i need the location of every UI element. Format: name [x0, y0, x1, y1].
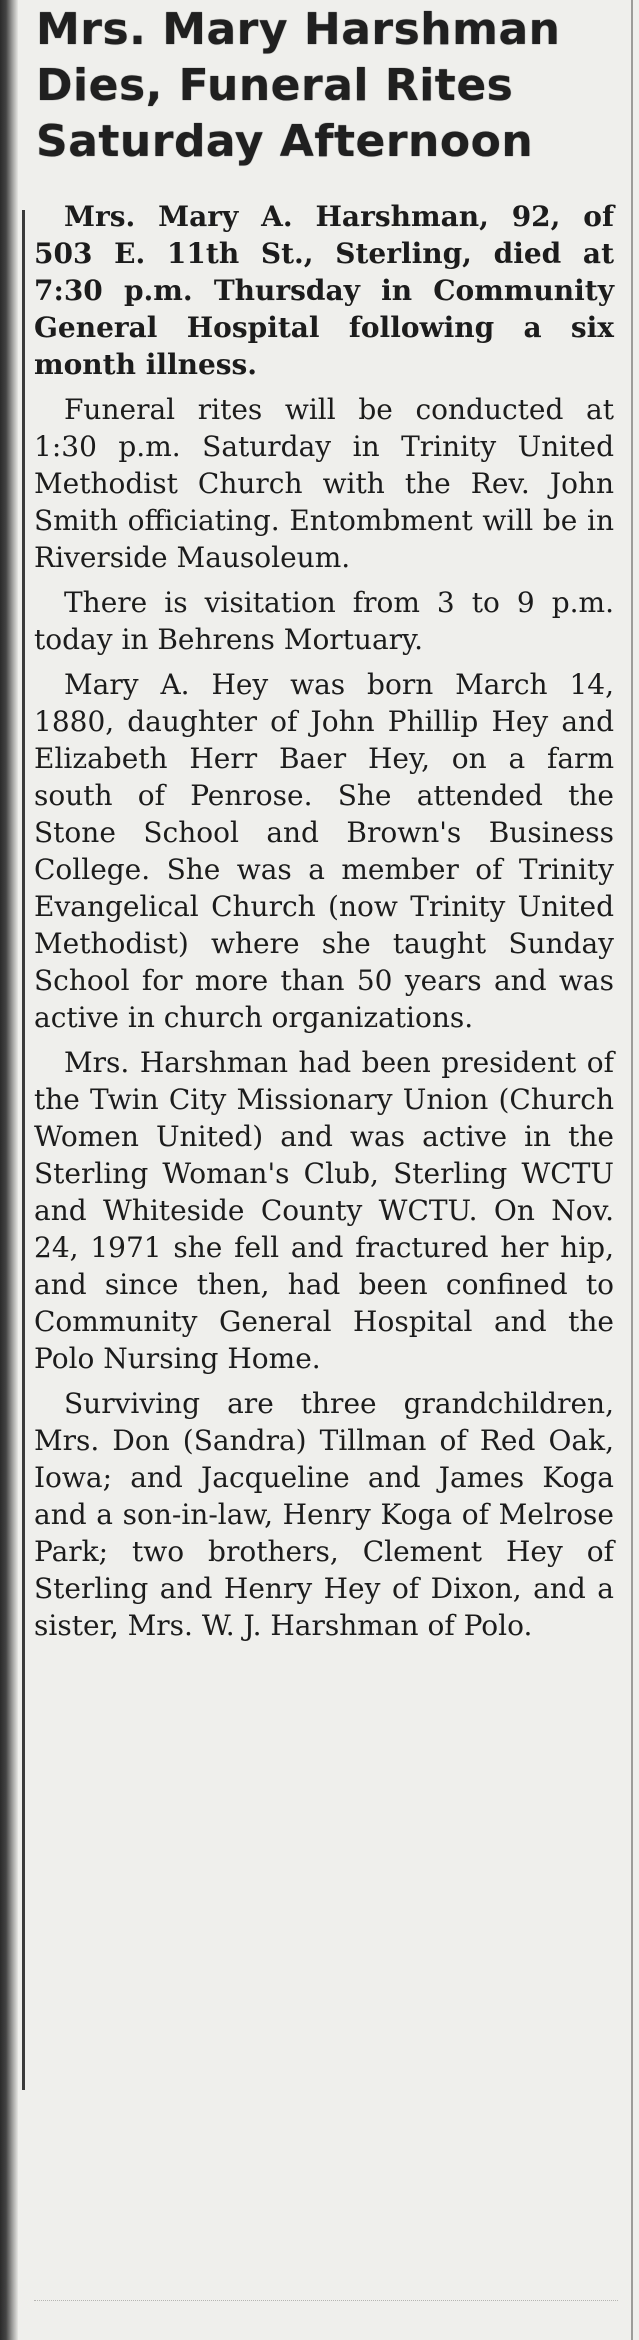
paragraph-visitation: There is visitation from 3 to 9 p.m. today in Behrens Mortuary.: [34, 586, 614, 656]
column-rule-left: [22, 210, 25, 2090]
headline-line-3: Saturday Afternoon: [36, 116, 534, 167]
headline-line-2: Dies, Funeral Rites: [36, 60, 514, 111]
paragraph-funeral-rites: Funeral rites will be conducted at 1:30 p.m. Saturday in Trinity United Methodist Church with the Rev. John Smith officiating. Entombment will be in Riverside Mausoleum.: [34, 393, 614, 574]
obituary-headline: [34, 2, 618, 170]
scan-left-edge-shadow: [0, 0, 18, 2340]
paragraph-death-notice: Mrs. Mary A. Harshman, 92, of 503 E. 11th St., Sterling, died at 7:30 p.m. Thursday in Community General Hospital following a six month illness.: [34, 200, 614, 381]
newspaper-clipping: [34, 0, 618, 1652]
page-bottom-edge: [34, 2300, 618, 2302]
paragraph-survivors: Surviving are three grandchildren, Mrs. Don (Sandra) Tillman of Red Oak, Iowa; and Jacqueline and James Koga and a son-in-law, Henry Koga of Melrose Park; two brothers, Clement Hey of Sterling and Henry Hey of Dixon, and a sister, Mrs. W. J. Harshman of Polo.: [34, 1387, 614, 1642]
headline-line-1: Mrs. Mary Harshman: [36, 4, 561, 55]
obituary-body: [34, 198, 618, 1644]
paragraph-activities: Mrs. Harshman had been president of the Twin City Missionary Union (Church Women United) and was active in the Sterling Woman's Club, Sterling WCTU and Whiteside County WCTU. On Nov. 24, 1971 she fell and fractured her hip, and since then, had been confined to Community General Hospital and the Polo Nursing Home.: [34, 1046, 614, 1375]
paragraph-biography: Mary A. Hey was born March 14, 1880, daughter of John Phillip Hey and Elizabeth Herr Baer Hey, on a farm south of Penrose. She attended the Stone School and Brown's Business College. She was a member of Trinity Evangelical Church (now Trinity United Methodist) where she taught Sunday School for more than 50 years and was active in church organizations.: [34, 668, 614, 1034]
column-rule-right: [631, 0, 633, 2340]
